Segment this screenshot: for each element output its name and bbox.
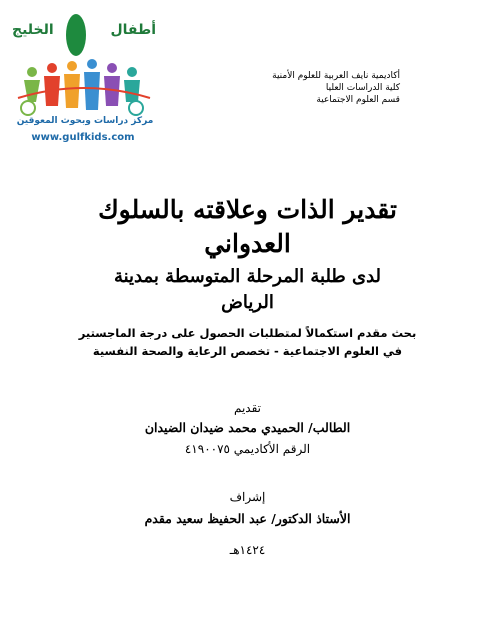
logo-brand-left: الخليج [12, 22, 54, 38]
thesis-title [40, 193, 455, 261]
title-line-1: تقدير الذات وعلاقته بالسلوك [98, 195, 397, 224]
logo-brand [8, 12, 158, 60]
institution-college: كلية الدراسات العليا [325, 83, 400, 93]
supervisor-name: الأستاذ الدكتور/ عبد الحفيظ سعيد مقدم [144, 511, 351, 526]
hijri-year: ١٤٢٤هـ [229, 543, 266, 557]
title-line-2: العدواني [204, 229, 291, 258]
presented-by-section [40, 398, 455, 460]
thesis-purpose [40, 324, 455, 360]
logo-green-oval [66, 14, 86, 56]
logo-brand-right: أطفال [110, 22, 156, 38]
institution-department: قسم العلوم الاجتماعية [316, 95, 400, 105]
title-line-4: الرياض [221, 292, 274, 313]
purpose-line-2: في العلوم الاجتماعية - تخصص الرعاية والصحة النفسية [92, 344, 403, 358]
logo-caption: مركز دراسات وبحوث المعوقين [16, 116, 154, 126]
thesis-subtitle [40, 264, 455, 316]
purpose-line-1: بحث مقدم استكمالاً لمتطلبات الحصول على درجة الماجستير [78, 326, 417, 340]
institution-academy: أكاديمية نايف العربية للعلوم الأمنية [272, 71, 400, 81]
logo-figures-icon [14, 58, 154, 118]
supervision-section [40, 486, 455, 530]
supervision-label: إشراف [229, 490, 266, 504]
institution-header [240, 70, 400, 106]
student-name: الطالب/ الحميدي محمد ضيدان الضيدان [144, 420, 351, 435]
presented-label: تقديم [233, 401, 262, 415]
academic-id: الرقم الأكاديمي ٤١٩٠٠٧٥ [184, 442, 311, 456]
gulfkids-logo [8, 8, 158, 158]
title-line-3: لدى طلبة المرحلة المتوسطة بمدينة [113, 266, 382, 287]
logo-url: www.gulfkids.com [31, 132, 135, 143]
year-section [40, 543, 455, 557]
